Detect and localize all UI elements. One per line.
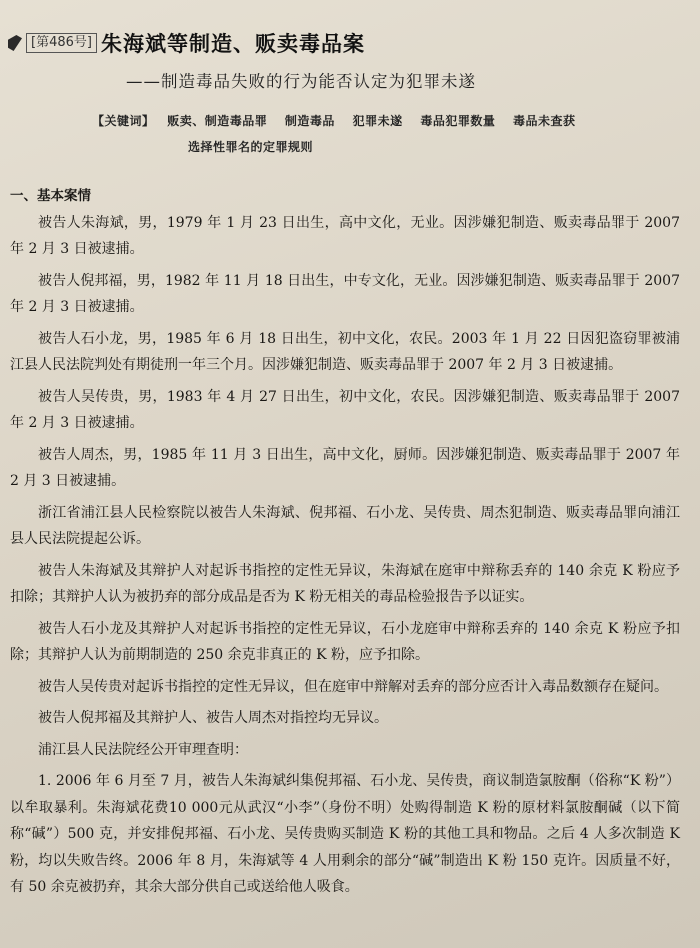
paragraph: 被告人石小龙，男，1985 年 6 月 18 日出生，初中文化，农民。2003 年 1 月 22 日因犯盗窃罪被浦江县人民法院判处有期徒刑一年三个月。因涉嫌犯制造、贩卖毒品罪于 2007 年 2 月 3 日被逮捕。 — [10, 330, 680, 373]
case-body — [10, 183, 680, 901]
case-header — [8, 28, 690, 92]
keyword: 制造毒品 — [284, 114, 335, 128]
keywords-label: 【关键词】 — [92, 114, 155, 128]
paragraph: 被告人朱海斌，男，1979 年 1 月 23 日出生，高中文化，无业。因涉嫌犯制造、贩卖毒品罪于 2007 年 2 月 3 日被逮捕。 — [10, 214, 680, 257]
keywords-line-2: 选择性罪名的定罪规则 — [188, 140, 314, 154]
paragraph: 被告人石小龙及其辩护人对起诉书指控的定性无异议，石小龙庭审中辩称丢弃的 140 余克 K 粉应予扣除；其辩护人认为前期制造的 250 余克非真正的 K 粉，应予扣除。 — [10, 620, 680, 663]
paragraph: 被告人朱海斌及其辩护人对起诉书指控的定性无异议，朱海斌在庭审中辩称丢弃的 140 余克 K 粉应予扣除；其辩护人认为被扔弃的部分成品是否为 K 粉无相关的毒品检验报告予以证实。 — [10, 562, 680, 605]
case-title: 朱海斌等制造、贩卖毒品案 — [100, 32, 365, 56]
paragraph: 被告人倪邦福，男，1982 年 11 月 18 日出生，中专文化，无业。因涉嫌犯制造、贩卖毒品罪于 2007 年 2 月 3 日被逮捕。 — [10, 272, 680, 315]
paragraph: 浙江省浦江县人民检察院以被告人朱海斌、倪邦福、石小龙、吴传贵、周杰犯制造、贩卖毒品罪向浦江县人民法院提起公诉。 — [10, 504, 680, 547]
paragraph: 1. 2006 年 6 月至 7 月，被告人朱海斌纠集倪邦福、石小龙、吴传贵，商议制造氯胺酮（俗称“K 粉”）以牟取暴利。朱海斌花费10 000元从武汉“小李”（身份不明）处购得制造 K 粉的原材料氯胺酮碱（以下简称“碱”）500 克，并安排倪邦福、石小龙、吴传贵购买制造 K 粉的其他工具和物品。之后 4 人多次制造 K 粉，均以失败告终。2006 年 8 月，朱海斌等 4 人用剩余的部分“碱”制造出 K 粉 150 克许。因质量不好，有 50 余克被扔弃，其余大部分供自己或送给他人吸食。 — [10, 773, 680, 895]
keyword: 贩卖、制造毒品罪 — [167, 114, 268, 128]
paragraph: 被告人周杰，男，1985 年 11 月 3 日出生，高中文化，厨师。因涉嫌犯制造、贩卖毒品罪于 2007 年 2 月 3 日被逮捕。 — [10, 446, 680, 489]
keyword: 犯罪未遂 — [352, 114, 403, 128]
case-number: [第486号] — [26, 33, 97, 53]
case-subtitle: ——制造毒品失败的行为能否认定为犯罪未遂 — [126, 72, 476, 91]
keyword: 毒品未查获 — [513, 114, 576, 128]
keywords-block — [92, 108, 672, 160]
paragraph: 被告人吴传贵，男，1983 年 4 月 27 日出生，初中文化，农民。因涉嫌犯制造、贩卖毒品罪于 2007 年 2 月 3 日被逮捕。 — [10, 388, 680, 431]
keywords-line-1 — [92, 108, 672, 134]
paragraph: 被告人吴传贵对起诉书指控的定性无异议，但在庭审中辩解对丢弃的部分应否计入毒品数额存在疑问。 — [38, 678, 668, 695]
case-marker-icon — [8, 35, 22, 51]
paragraph: 被告人倪邦福及其辩护人、被告人周杰对指控均无异议。 — [38, 710, 388, 726]
paragraph: 浦江县人民法院经公开审理查明： — [38, 741, 248, 758]
section-heading: 一、基本案情 — [10, 188, 91, 204]
keyword: 毒品犯罪数量 — [420, 114, 496, 128]
case-title-line — [8, 28, 690, 58]
